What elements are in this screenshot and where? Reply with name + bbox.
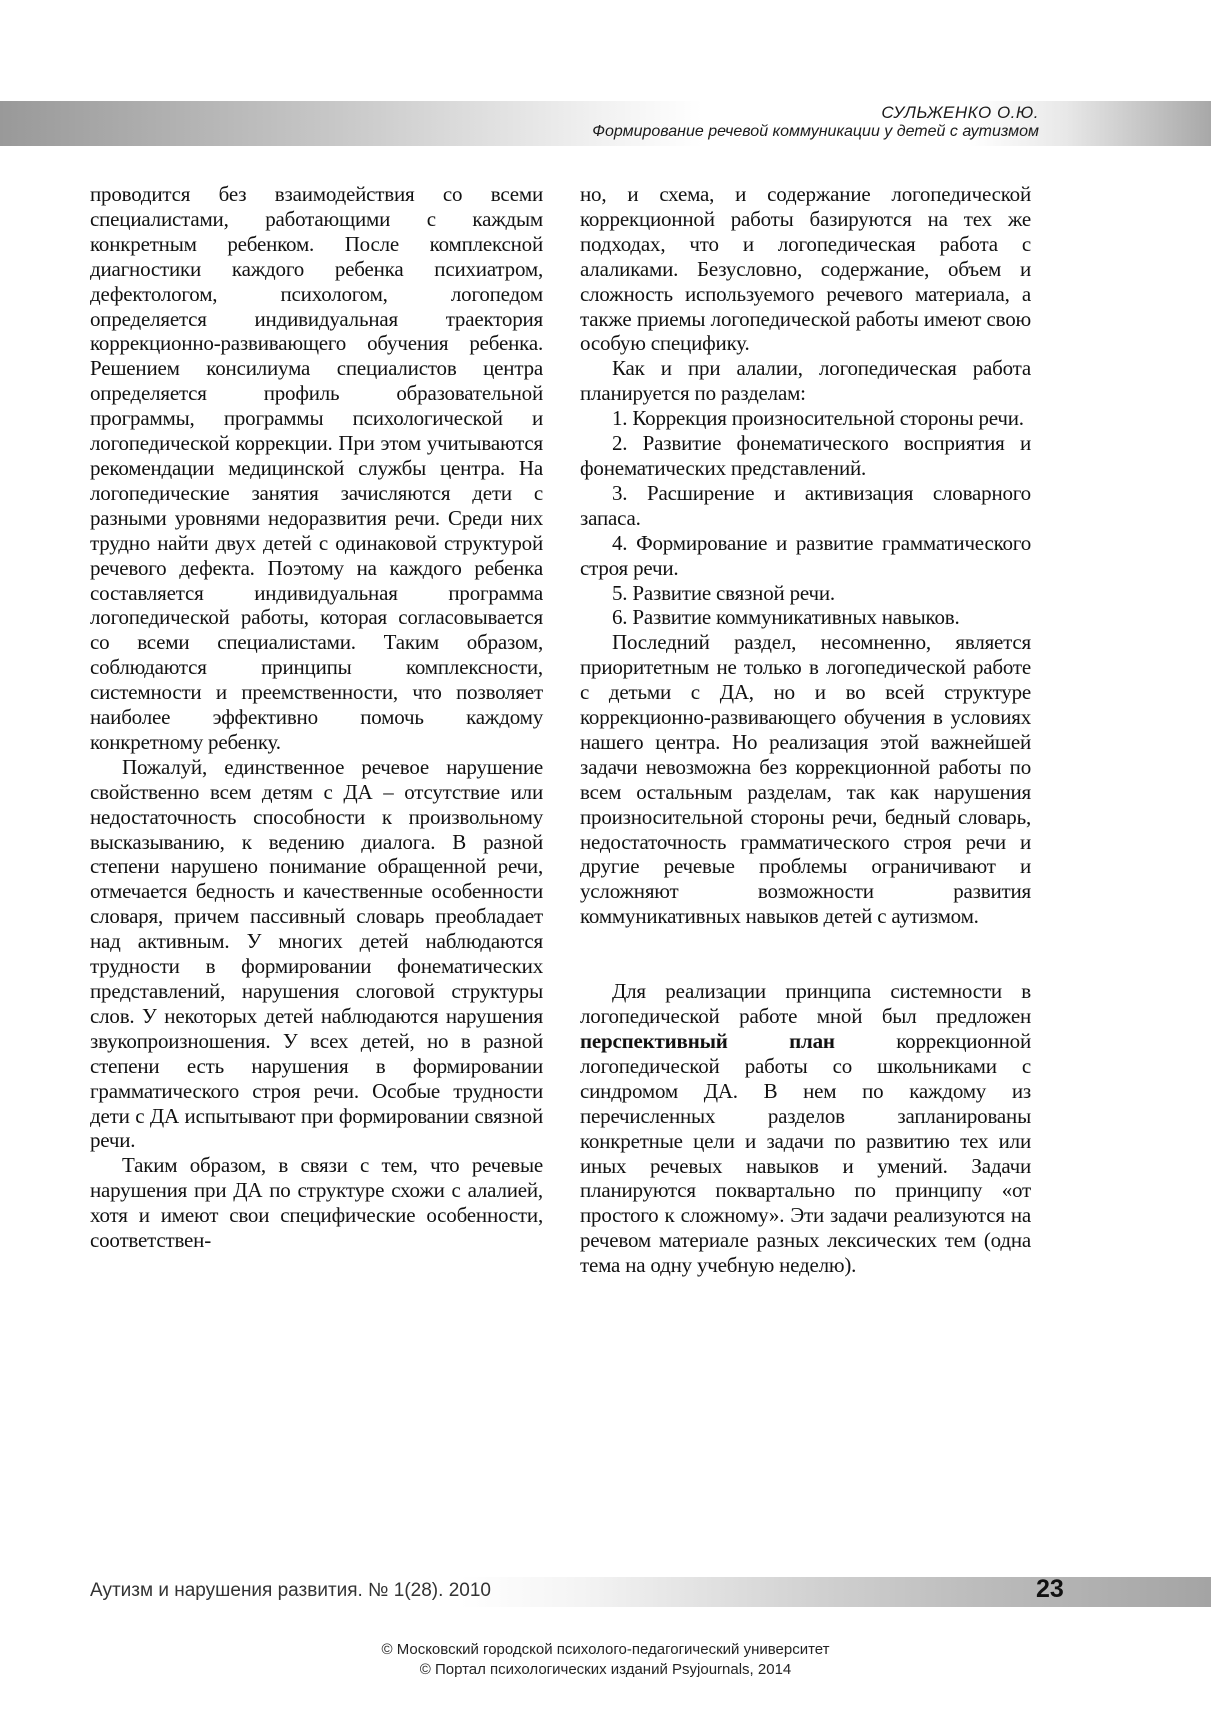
- header-author: СУЛЬЖЕНКО О.Ю.: [881, 103, 1039, 122]
- footer-journal-citation: Аутизм и нарушения развития. № 1(28). 2010: [90, 1580, 491, 1601]
- plan-emphasis: перспективный план: [580, 1029, 835, 1053]
- section-item: 4. Формирование и развитие грамматического строя речи.: [580, 530, 1031, 580]
- paragraph-spacer: [580, 929, 1031, 979]
- copyright-line: © Московский городской психолого-педагогический университет: [381, 1641, 830, 1658]
- plan-text-after: коррекционной логопедической работы со школьниками с синдромом ДА. В нем по каждому из перечисленных разделов запланированы конкретные цели и задачи по развитию тех или иных речевых навыков и умений. Задачи планируются поквартально по принципу «от простого к сложному». Эти задачи реализуются на речевом материале разных лексических тем (одна тема на одну учебную неделю).: [580, 1029, 1031, 1278]
- paragraph-plan: [580, 979, 1031, 1278]
- section-item: 2. Развитие фонематического восприятия и фонематических представлений.: [580, 431, 1031, 480]
- paragraph-intro: но, и схема, и содержание логопедической коррекционной работы базируются на тех же подходах, что и логопедическая работа с алаликами. Безусловно, содержание, объем и сложность используемого речевого материала, а также приемы логопедической работы имеют свою особую специфику.: [580, 182, 1031, 356]
- paragraph-continuation: проводится без взаимодействия со всеми специалистами, работающими с каждым конкретным ребенком. После комплексной диагностики каждого ребенка психиатром, дефектологом, психологом, логопедом определяется индивидуальная траектория коррекционно-развивающего обучения ребенка. Решением консилиума специалистов центра определяется профиль образовательной программы, программы психологической и логопедической коррекции. При этом учитываются рекомендации медицинской службы центра. На логопедические занятия зачисляются дети с разными уровнями недоразвития речи. Среди них трудно найти двух детей с одинаковой структурой речевого дефекта. Поэтому на каждого ребенка составляется индивидуальная программа логопедической работы, которая согласовывается со всеми специалистами. Таким образом, соблюдаются принципы комплексности, системности и преемственности, что позволяет наиболее эффективно помочь каждому конкретному ребенку.: [90, 182, 543, 754]
- section-item: 3. Расширение и активизация словарного запаса.: [580, 480, 1031, 530]
- page-number: 23: [1036, 1575, 1064, 1603]
- running-header: [592, 103, 1039, 141]
- section-item: 1. Коррекция произносительной стороны речи.: [612, 406, 1024, 431]
- left-column: [90, 182, 543, 1253]
- section-item: 6. Развитие коммуникативных навыков.: [612, 605, 960, 630]
- copyright-block: [0, 1640, 1211, 1680]
- section-item: 5. Развитие связной речи.: [612, 580, 835, 605]
- header-article-title: Формирование речевой коммуникации у детей с аутизмом: [592, 123, 1039, 140]
- copyright-line: © Портал психологических изданий Psyjournals, 2014: [419, 1661, 792, 1678]
- paragraph-speech-disorder: Пожалуй, единственное речевое нарушение свойственно всем детям с ДА – отсутствие или недостаточность способности к произвольному высказыванию, к ведению диалога. В разной степени нарушено понимание обращенной речи, отмечается бедность и качественные особенности словаря, причем пассивный словарь преобладает над активным. У многих детей наблюдаются трудности в формировании фонематических представлений, нарушения слоговой структуры слов. У некоторых детей наблюдаются нарушения звукопроизношения. У всех детей, но в разной степени есть нарушения в формировании грамматического строя речи. Особые трудности дети с ДА испытывают при формировании связной речи.: [90, 754, 543, 1153]
- plan-text-before: Для реализации принципа системности в логопедической работе мной был предложен: [580, 979, 1031, 1029]
- paragraph-conclusion: Таким образом, в связи с тем, что речевые нарушения при ДА по структуре схожи с алалией, хотя и имеют свои специфические особенности, соответствен-: [90, 1153, 543, 1253]
- right-column: [580, 182, 1031, 1278]
- paragraph-last-section: Последний раздел, несомненно, является приоритетным не только в логопедической работе с детьми с ДА, но и во всей структуре коррекционно-развивающего обучения в условиях нашего центра. Но реализация этой важнейшей задачи невозможна без коррекционной работы по всем остальным разделам, так как нарушения произносительной стороны речи, бедный словарь, недостаточность грамматического строя речи и другие речевые проблемы ограничивают и усложняют возможности развития коммуникативных навыков детей с аутизмом.: [580, 630, 1031, 929]
- sections-lead: Как и при алалии, логопедическая работа планируется по разделам:: [580, 356, 1031, 406]
